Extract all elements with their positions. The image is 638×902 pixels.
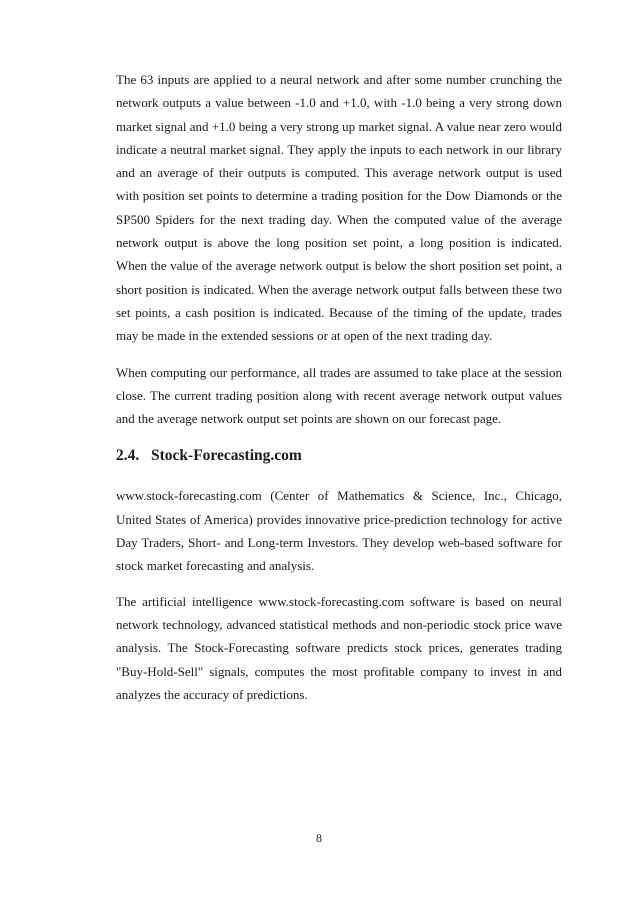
paragraph-software-description: The artificial intelligence www.stock-forecasting.com software is based on neural network technology, advanced statistical methods and non-periodic stock price wave analysis. The Stock-Forecasting software predicts stock prices, generates trading "Buy-Hold-Sell" signals, computes the most profitable company to invest in and analyzes the accuracy of predictions. xyxy=(116,593,562,702)
page-body xyxy=(116,68,562,706)
section-heading xyxy=(116,444,562,468)
paragraph-performance: When computing our performance, all trades are assumed to take place at the session close. The current trading position along with recent average network output values and the average network output set points are shown on our forecast page. xyxy=(116,364,562,427)
paragraph-company-description: www.stock-forecasting.com (Center of Mathematics & Science, Inc., Chicago, United States of America) provides innovative price-prediction technology for active Day Traders, Short- and Long-term Investors. They develop web-based software for stock market forecasting and analysis. xyxy=(116,488,562,574)
paragraph-neural-network: The 63 inputs are applied to a neural network and after some number crunching the network outputs a value between -1.0 and +1.0, with -1.0 being a very strong down market signal and +1.0 being a very strong up market signal. A value near zero would indicate a neutral market signal. They apply the inputs to each network in our library and an average of their outputs is computed. This average network output is used with position set points to determine a trading position for the Dow Diamonds or the SP500 Spiders for the next trading day. When the computed value of the average network output is above the long position set point, a long position is indicated. When the value of the average network output is below the short position set point, a short position is indicated. When the average network output falls between these two set points, a cash position is indicated. Because of the timing of the update, trades may be made in the extended sessions or at open of the next trading day. xyxy=(116,72,562,344)
section-number: 2.4. xyxy=(116,447,140,465)
page-number: 8 xyxy=(316,831,322,845)
section-title: Stock-Forecasting.com xyxy=(151,447,302,465)
